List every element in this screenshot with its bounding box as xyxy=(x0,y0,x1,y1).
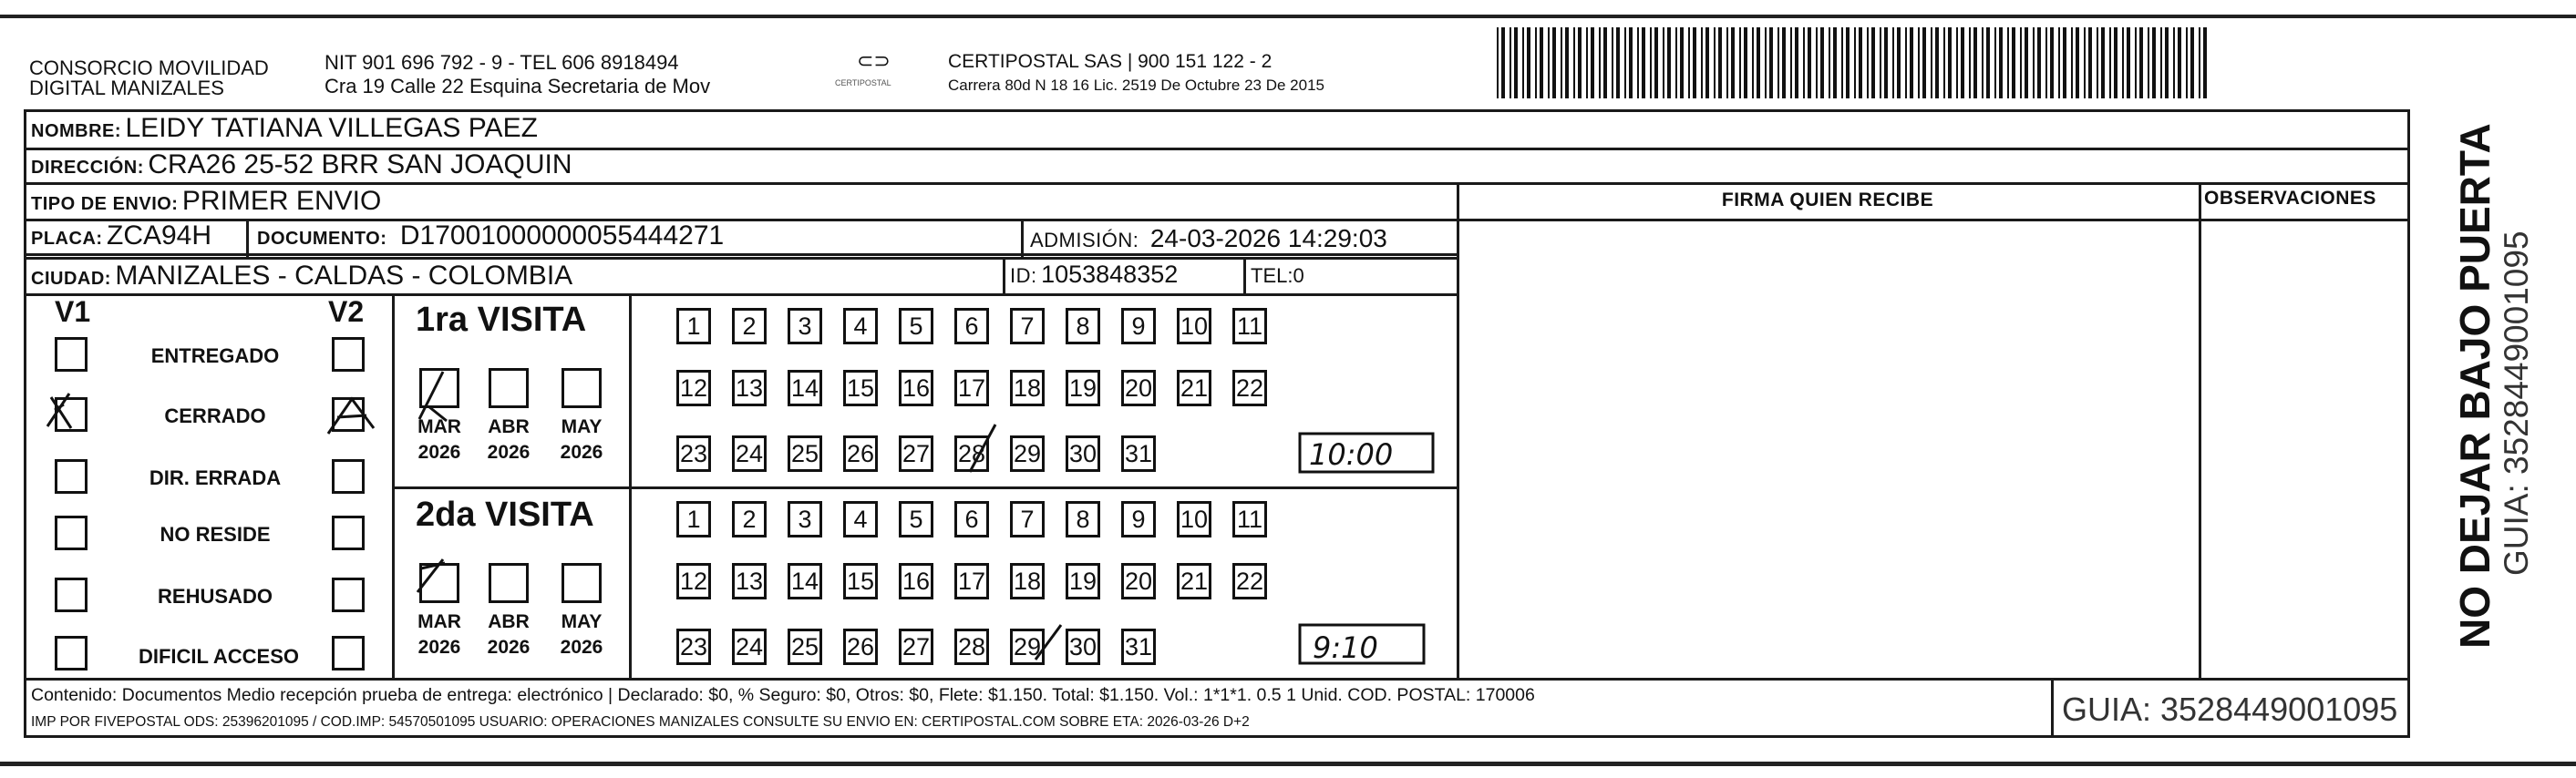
first-visit-day-box[interactable]: 9 xyxy=(1121,308,1156,344)
first-visit-day-box[interactable]: 16 xyxy=(899,370,933,406)
barcode-bar xyxy=(2152,27,2156,98)
col-line xyxy=(1003,257,1005,293)
barcode-bar xyxy=(2203,27,2207,98)
second-visit-day-box[interactable]: 31 xyxy=(1121,629,1156,665)
second-visit-day-box[interactable]: 12 xyxy=(676,563,711,599)
second-visit-day-box[interactable]: 16 xyxy=(899,563,933,599)
barcode-bar xyxy=(1680,27,1684,98)
barcode-bar xyxy=(1956,27,1958,98)
barcode-bar xyxy=(1501,27,1505,98)
barcode-bar xyxy=(1667,27,1671,98)
document-cell xyxy=(257,220,724,251)
barcode-bar xyxy=(1803,27,1805,98)
barcode-bar xyxy=(1943,27,1945,98)
second-visit-day-box[interactable]: 13 xyxy=(732,563,767,599)
barcode-bar xyxy=(1790,27,1792,98)
barcode-bar xyxy=(1522,27,1524,98)
year-label: 2026 xyxy=(417,637,461,658)
barcode xyxy=(1497,27,2217,98)
first-visit-month-checkbox[interactable] xyxy=(419,368,459,408)
barcode-bar xyxy=(1624,27,1626,98)
recipient-address: CRA26 25-52 BRR SAN JOAQUIN xyxy=(148,149,572,179)
barcode-bar xyxy=(1705,27,1709,98)
barcode-bar xyxy=(2114,27,2117,98)
v1-checkbox[interactable] xyxy=(55,459,88,494)
shipping-type: PRIMER ENVIO xyxy=(181,186,382,216)
barcode-bar xyxy=(1854,27,1856,98)
barcode-bar xyxy=(1892,27,1894,98)
status-label: NO RESIDE xyxy=(160,523,271,546)
v1-header: V1 xyxy=(55,295,91,328)
v2-checkbox[interactable] xyxy=(332,459,365,494)
first-visit-day-box[interactable]: 20 xyxy=(1121,370,1156,406)
barcode-bar xyxy=(1642,27,1645,98)
barcode-bar xyxy=(1808,27,1811,98)
first-visit-day-box[interactable]: 10 xyxy=(1177,308,1211,344)
year-label: 2026 xyxy=(417,442,461,463)
first-visit-month-checkbox[interactable] xyxy=(489,368,529,408)
first-visit-title: 1ra VISITA xyxy=(416,301,587,339)
second-visit-day-box[interactable]: 26 xyxy=(843,629,878,665)
barcode-bar xyxy=(2071,27,2073,98)
barcode-bar xyxy=(1565,27,1569,98)
second-visit-day-box[interactable]: 24 xyxy=(732,629,767,665)
barcode-bar xyxy=(1731,27,1735,98)
second-visit-day-box[interactable]: 7 xyxy=(1010,501,1045,537)
recipient-name: LEIDY TATIANA VILLEGAS PAEZ xyxy=(125,113,538,143)
first-visit-day-box[interactable]: 21 xyxy=(1177,370,1211,406)
barcode-bar xyxy=(2020,27,2022,98)
side-guia: GUIA: 3528449001095 xyxy=(2498,230,2535,576)
tel-value: 0 xyxy=(1293,264,1304,287)
col-line xyxy=(1021,219,1024,257)
footer-contents: Contenido: Documentos Medio recepción prueba de entrega: electrónico | Declarado: $0, % Seguro: $0, Otros: $0, Flete: $1.150. Total: $1.150. Vol.: 1*1*1. 0.5 1 Unid. COD. POSTAL: 170006 xyxy=(31,685,1535,705)
barcode-bar xyxy=(1884,27,1888,98)
second-visit-day-box[interactable]: 5 xyxy=(899,501,933,537)
first-visit-day-box[interactable]: 6 xyxy=(954,308,989,344)
v2-checkbox[interactable] xyxy=(332,636,365,671)
col-line xyxy=(1457,182,1459,679)
city-cell xyxy=(31,261,572,292)
second-visit-day-box[interactable]: 4 xyxy=(843,501,878,537)
barcode-bar xyxy=(1795,27,1798,98)
name-label: NOMBRE: xyxy=(31,121,122,141)
barcode-bar xyxy=(1829,27,1830,98)
month-label: ABR xyxy=(488,611,530,632)
first-visit-day-box[interactable]: 11 xyxy=(1232,308,1267,344)
barcode-bar xyxy=(1777,27,1779,98)
id-cell xyxy=(1010,261,1178,289)
first-visit-day-box[interactable]: 23 xyxy=(676,435,711,472)
status-label: DIFICIL ACCESO xyxy=(138,645,299,668)
first-visit-day-box[interactable]: 25 xyxy=(788,435,822,472)
barcode-bar xyxy=(1986,27,1990,98)
barcode-bar xyxy=(1612,27,1613,98)
barcode-bar xyxy=(1540,27,1543,98)
v2-checkbox[interactable] xyxy=(332,337,365,372)
second-visit-day-box[interactable]: 20 xyxy=(1121,563,1156,599)
barcode-bar xyxy=(1922,27,1926,98)
second-visit-day-box[interactable]: 9 xyxy=(1121,501,1156,537)
barcode-bar xyxy=(1765,27,1767,98)
row-line xyxy=(392,486,1458,489)
second-visit-day-box[interactable]: 19 xyxy=(1066,563,1100,599)
barcode-bar xyxy=(2033,27,2035,98)
year-label: 2026 xyxy=(560,442,603,463)
barcode-bar xyxy=(1629,27,1633,98)
admission-value: 24-03-2026 14:29:03 xyxy=(1149,224,1387,252)
first-visit-day-box[interactable]: 30 xyxy=(1066,435,1100,472)
admission-label: ADMISIÓN: xyxy=(1030,229,1139,251)
first-visit-month-checkbox[interactable] xyxy=(562,368,602,408)
second-visit-day-box[interactable]: 17 xyxy=(954,563,989,599)
second-visit-day-box[interactable]: 27 xyxy=(899,629,933,665)
barcode-bar xyxy=(1514,27,1518,98)
barcode-bar xyxy=(2109,27,2111,98)
barcode-bar xyxy=(1527,27,1530,98)
tel-label: TEL: xyxy=(1251,264,1293,287)
footer-imp-line: IMP POR FIVEPOSTAL ODS: 25396201095 / COD.IMP: 54570501095 USUARIO: OPERACIONES MANIZALES CONSULTE SU ENVIO EN: CERTIPOSTAL.COM SOBRE ETA: 2026-03-26 D+2 xyxy=(31,714,1250,730)
first-visit-day-box[interactable]: 26 xyxy=(843,435,878,472)
barcode-bar xyxy=(1961,27,1964,98)
barcode-bar xyxy=(2178,27,2181,98)
barcode-bar xyxy=(2135,27,2137,98)
barcode-bar xyxy=(1757,27,1760,98)
col-line xyxy=(246,219,249,257)
barcode-bar xyxy=(2190,27,2194,98)
second-visit-day-box[interactable]: 2 xyxy=(732,501,767,537)
first-visit-day-box[interactable]: 17 xyxy=(954,370,989,406)
barcode-bar xyxy=(1935,27,1939,98)
barcode-bar xyxy=(1744,27,1747,98)
barcode-bar xyxy=(2058,27,2060,98)
barcode-bar xyxy=(1897,27,1901,98)
first-visit-day-box[interactable]: 8 xyxy=(1066,308,1100,344)
barcode-bar xyxy=(1535,27,1537,98)
barcode-bar xyxy=(1701,27,1703,98)
year-label: 2026 xyxy=(560,637,603,658)
second-visit-day-box[interactable]: 15 xyxy=(843,563,878,599)
barcode-bar xyxy=(1859,27,1862,98)
second-visit-day-box[interactable]: 3 xyxy=(788,501,822,537)
id-label: ID: xyxy=(1010,264,1037,287)
first-visit-day-box[interactable]: 2 xyxy=(732,308,767,344)
barcode-bar xyxy=(2160,27,2162,98)
second-visit-day-box[interactable]: 18 xyxy=(1010,563,1045,599)
status-label: REHUSADO xyxy=(158,585,273,608)
barcode-bar xyxy=(1714,27,1716,98)
barcode-bar xyxy=(1675,27,1677,98)
courier-logo-icon: ⊂⊃ xyxy=(857,49,891,72)
v1-checkbox[interactable] xyxy=(55,516,88,550)
barcode-bar xyxy=(1769,27,1773,98)
second-visit-month-checkbox[interactable] xyxy=(489,563,529,603)
top-edge-line xyxy=(0,15,2576,18)
barcode-bar xyxy=(1973,27,1977,98)
barcode-bar xyxy=(2186,27,2188,98)
barcode-bar xyxy=(2127,27,2130,98)
row-line xyxy=(24,182,2410,185)
first-visit-day-box[interactable]: 27 xyxy=(899,435,933,472)
shipping-row xyxy=(31,186,381,217)
year-label: 2026 xyxy=(487,637,531,658)
barcode-bar xyxy=(1752,27,1754,98)
barcode-bar xyxy=(1637,27,1639,98)
barcode-bar xyxy=(1654,27,1658,98)
city-label: CIUDAD: xyxy=(31,269,111,289)
barcode-bar xyxy=(2037,27,2041,98)
barcode-bar xyxy=(1688,27,1690,98)
barcode-bar xyxy=(1663,27,1664,98)
second-visit-day-box[interactable]: 1 xyxy=(676,501,711,537)
row-line xyxy=(24,253,1458,256)
barcode-bar xyxy=(2097,27,2098,98)
barcode-bar xyxy=(1871,27,1875,98)
first-visit-day-box[interactable]: 3 xyxy=(788,308,822,344)
second-visit-day-box[interactable]: 25 xyxy=(788,629,822,665)
second-visit-month-checkbox[interactable] xyxy=(419,563,459,603)
second-visit-day-box[interactable]: 28 xyxy=(954,629,989,665)
first-visit-day-box[interactable]: 22 xyxy=(1232,370,1267,406)
barcode-bar xyxy=(2173,27,2175,98)
second-visit-day-box[interactable]: 10 xyxy=(1177,501,1211,537)
second-visit-month-checkbox[interactable] xyxy=(562,563,602,603)
barcode-bar xyxy=(2088,27,2092,98)
city-value: MANIZALES - CALDAS - COLOMBIA xyxy=(115,261,573,291)
barcode-bar xyxy=(1948,27,1952,98)
month-label: ABR xyxy=(488,416,530,437)
barcode-bar xyxy=(2007,27,2009,98)
barcode-bar xyxy=(1782,27,1786,98)
barcode-bar xyxy=(1591,27,1594,98)
barcode-bar xyxy=(2084,27,2086,98)
second-visit-day-box[interactable]: 23 xyxy=(676,629,711,665)
first-visit-day-box[interactable]: 31 xyxy=(1121,435,1156,472)
status-label: CERRADO xyxy=(164,404,266,427)
first-visit-day-box[interactable]: 12 xyxy=(676,370,711,406)
barcode-bar xyxy=(1510,27,1511,98)
plate-value: ZCA94H xyxy=(107,220,212,251)
barcode-bar xyxy=(1867,27,1869,98)
second-visit-day-box[interactable]: 14 xyxy=(788,563,822,599)
first-visit-day-box[interactable]: 5 xyxy=(899,308,933,344)
first-visit-day-box[interactable]: 7 xyxy=(1010,308,1045,344)
address-row xyxy=(31,149,572,180)
first-visit-day-box[interactable]: 24 xyxy=(732,435,767,472)
barcode-bar xyxy=(2012,27,2015,98)
status-label: DIR. ERRADA xyxy=(149,466,282,489)
barcode-bar xyxy=(2101,27,2105,98)
row-line xyxy=(24,293,1458,296)
v2-checkbox[interactable] xyxy=(332,578,365,612)
barcode-bar xyxy=(1578,27,1582,98)
barcode-bar xyxy=(1650,27,1652,98)
col-line xyxy=(2199,182,2201,679)
sender-nit: NIT 901 696 792 - 9 - TEL 606 8918494 xyxy=(325,51,679,74)
barcode-bar xyxy=(1969,27,1971,98)
plate-label: PLACA: xyxy=(31,229,103,249)
courier-address: Carrera 80d N 18 16 Lic. 2519 De Octubre 23 De 2015 xyxy=(948,77,1324,94)
barcode-bar xyxy=(1982,27,1984,98)
month-label: MAR xyxy=(417,416,461,437)
v1-checkbox[interactable] xyxy=(55,636,88,671)
footer-guia-box: GUIA: 3528449001095 xyxy=(2062,691,2398,728)
second-visit-time-text: 9:10 xyxy=(1313,630,1378,665)
barcode-bar xyxy=(1552,27,1556,98)
sender-company-line2: DIGITAL MANIZALES xyxy=(29,77,224,99)
month-label: MAY xyxy=(561,611,603,632)
status-label: ENTREGADO xyxy=(150,344,280,367)
v1-checkbox[interactable] xyxy=(55,578,88,612)
year-label: 2026 xyxy=(487,442,531,463)
col-line xyxy=(2051,678,2054,738)
observations-header: OBSERVACIONES xyxy=(2204,188,2376,209)
id-value: 1053848352 xyxy=(1041,261,1179,288)
barcode-bar xyxy=(1718,27,1722,98)
barcode-bar xyxy=(1880,27,1881,98)
col-line xyxy=(392,293,395,678)
barcode-bar xyxy=(2199,27,2200,98)
first-visit-day-box[interactable]: 14 xyxy=(788,370,822,406)
barcode-bar xyxy=(1586,27,1588,98)
barcode-bar xyxy=(2076,27,2079,98)
barcode-bar xyxy=(1573,27,1575,98)
barcode-bar xyxy=(2122,27,2124,98)
side-warning: NO DEJAR BAJO PUERTA xyxy=(2451,123,2499,649)
month-label: MAY xyxy=(561,416,603,437)
first-visit-day-box[interactable]: 19 xyxy=(1066,370,1100,406)
barcode-bar xyxy=(1739,27,1741,98)
barcode-bar xyxy=(2045,27,2047,98)
month-label: MAR xyxy=(417,611,461,632)
barcode-bar xyxy=(1820,27,1824,98)
first-visit-day-box[interactable]: 29 xyxy=(1010,435,1045,472)
barcode-bar xyxy=(2050,27,2054,98)
barcode-bar xyxy=(1726,27,1728,98)
barcode-bar xyxy=(1910,27,1913,98)
admission-cell xyxy=(1030,224,1387,253)
first-visit-day-box[interactable]: 13 xyxy=(732,370,767,406)
plate-cell xyxy=(31,220,211,251)
sender-company-line1: CONSORCIO MOVILIDAD xyxy=(29,56,269,79)
barcode-bar xyxy=(1816,27,1818,98)
second-visit-day-box[interactable]: 8 xyxy=(1066,501,1100,537)
barcode-bar xyxy=(2165,27,2169,98)
barcode-bar xyxy=(1693,27,1696,98)
first-visit-day-box[interactable]: 28 xyxy=(954,435,989,472)
address-label: DIRECCIÓN: xyxy=(31,158,144,178)
v1-checkbox[interactable] xyxy=(55,397,88,432)
barcode-bar xyxy=(1616,27,1620,98)
barcode-bar xyxy=(1548,27,1550,98)
barcode-bar xyxy=(1931,27,1932,98)
v2-header: V2 xyxy=(328,295,365,328)
col-line xyxy=(1243,257,1246,293)
barcode-bar xyxy=(2148,27,2149,98)
first-visit-day-box[interactable]: 18 xyxy=(1010,370,1045,406)
second-visit-day-box[interactable]: 29 xyxy=(1010,629,1045,665)
barcode-bar xyxy=(2139,27,2143,98)
second-visit-day-box[interactable]: 22 xyxy=(1232,563,1267,599)
barcode-bar xyxy=(1841,27,1843,98)
barcode-bar xyxy=(1905,27,1907,98)
barcode-bar xyxy=(1833,27,1837,98)
barcode-bar xyxy=(1994,27,1996,98)
barcode-bar xyxy=(1599,27,1601,98)
v2-checkbox[interactable] xyxy=(332,397,365,432)
barcode-bar xyxy=(1497,27,1499,98)
barcode-bar xyxy=(2025,27,2028,98)
name-row xyxy=(31,113,538,144)
first-visit-day-box[interactable]: 1 xyxy=(676,308,711,344)
first-visit-day-box[interactable]: 4 xyxy=(843,308,878,344)
document-value: D17001000000055444271 xyxy=(399,220,725,251)
second-visit-day-box[interactable]: 21 xyxy=(1177,563,1211,599)
second-visit-day-box[interactable]: 11 xyxy=(1232,501,1267,537)
first-visit-time-text: 10:00 xyxy=(1309,437,1394,472)
barcode-bar xyxy=(1561,27,1562,98)
barcode-bar xyxy=(1918,27,1920,98)
barcode-bar xyxy=(1999,27,2003,98)
barcode-bar xyxy=(2063,27,2066,98)
tel-cell xyxy=(1251,264,1304,288)
courier-name: CERTIPOSTAL SAS | 900 151 122 - 2 xyxy=(948,51,1273,72)
barcode-bar xyxy=(1603,27,1607,98)
signature-header: FIRMA QUIEN RECIBE xyxy=(1721,189,1934,210)
second-visit-title: 2da VISITA xyxy=(416,496,594,534)
second-visit-day-box[interactable]: 6 xyxy=(954,501,989,537)
sender-address: Cra 19 Calle 22 Esquina Secretaria de Mov xyxy=(325,75,711,97)
bottom-edge-line xyxy=(0,762,2576,766)
first-visit-day-box[interactable]: 15 xyxy=(843,370,878,406)
col-line xyxy=(629,293,632,678)
v1-checkbox[interactable] xyxy=(55,337,88,372)
second-visit-day-box[interactable]: 30 xyxy=(1066,629,1100,665)
barcode-bar xyxy=(1846,27,1850,98)
shipping-label: TIPO DE ENVIO: xyxy=(31,194,179,214)
v2-checkbox[interactable] xyxy=(332,516,365,550)
courier-logo-caption: CERTIPOSTAL xyxy=(835,78,891,87)
document-label: DOCUMENTO: xyxy=(257,229,387,249)
